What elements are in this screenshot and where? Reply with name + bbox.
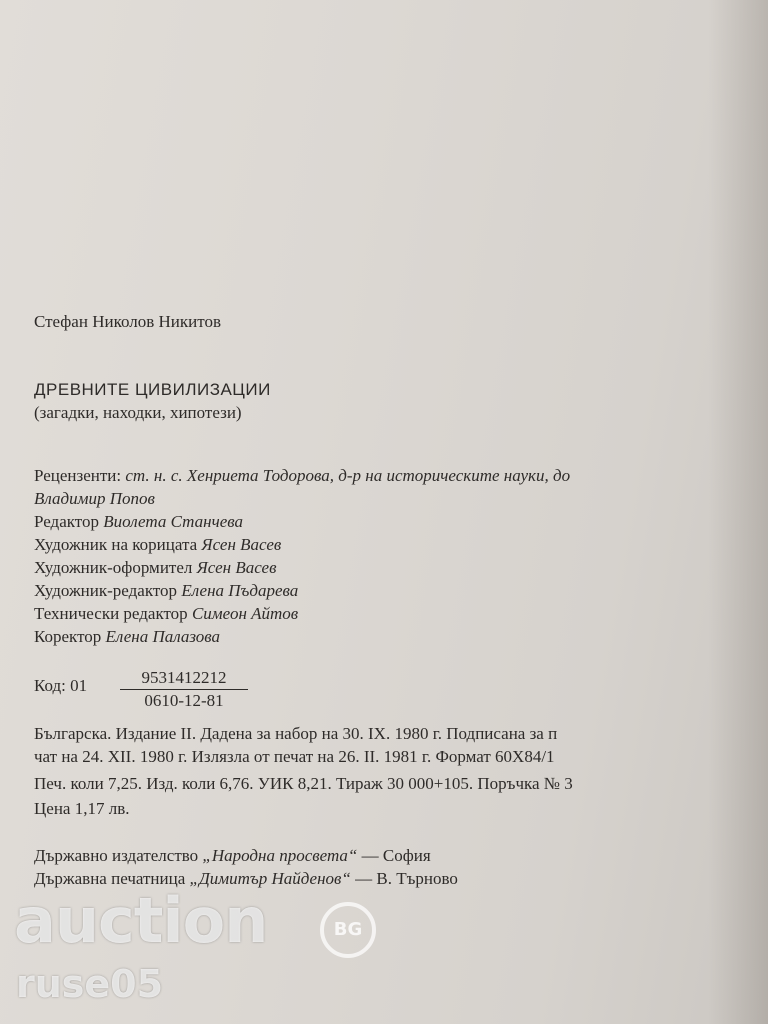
credit-role: Коректор xyxy=(34,627,102,646)
credit-role: Художник-редактор xyxy=(34,581,178,600)
publisher-city: — София xyxy=(361,846,431,865)
author-name: Стефан Николов Никитов xyxy=(34,312,221,331)
credit-person: Елена Пъдарева xyxy=(181,581,299,600)
reviewers-names-continued: Владимир Попов xyxy=(34,489,155,508)
watermark-badge-icon: BG xyxy=(320,902,376,958)
credit-role: Редактор xyxy=(34,512,99,531)
credit-proofreader xyxy=(34,627,220,647)
credit-person: Симеон Айтов xyxy=(191,604,299,623)
code-label: Код: 01 xyxy=(34,676,88,695)
code-denominator: 0610-12-81 xyxy=(144,691,224,710)
credit-person: Елена Палазова xyxy=(105,627,221,646)
watermark-user: ruse05 xyxy=(16,962,164,1006)
publisher-line xyxy=(34,846,431,866)
credit-role: Художник-оформител xyxy=(34,558,193,577)
credit-designer xyxy=(34,558,276,578)
publisher-name: „Народна просвета“ xyxy=(202,846,358,865)
page-edge-shadow xyxy=(708,0,768,1024)
code-numerator: 9531412212 xyxy=(141,668,227,687)
credit-art-editor xyxy=(34,581,298,601)
imprint-line: Българска. Издание II. Дадена за набор на 30. IX. 1980 г. Подписана за п xyxy=(34,724,558,743)
credit-role: Художник на корицата xyxy=(34,535,198,554)
price-line: Цена 1,17 лв. xyxy=(34,799,130,818)
imprint-line: чат на 24. XII. 1980 г. Излязла от печат на 26. II. 1981 г. Формат 60Х84/1 xyxy=(34,747,555,766)
reviewers-names: ст. н. с. Хенриета Тодорова, д-р на историческите науки, до xyxy=(125,466,571,485)
credit-editor xyxy=(34,512,243,532)
code-fraction xyxy=(120,668,248,711)
watermark-brand: auction xyxy=(14,884,268,957)
reviewers-label: Рецензенти: xyxy=(34,466,122,485)
credit-role: Технически редактор xyxy=(34,604,188,623)
printer-prefix: Държавна печатница xyxy=(34,869,186,888)
credit-person: Виолета Станчева xyxy=(103,512,244,531)
imprint-line: Печ. коли 7,25. Изд. коли 6,76. УИК 8,21. Тираж 30 000+105. Поръчка № 3 xyxy=(34,774,573,793)
credit-person: Ясен Васев xyxy=(196,558,277,577)
publisher-prefix: Държавно издателство xyxy=(34,846,199,865)
credit-cover-artist xyxy=(34,535,281,555)
printer-city: — В. Търново xyxy=(355,869,458,888)
fraction-bar xyxy=(120,689,248,690)
reviewers-line xyxy=(34,466,570,486)
book-title: ДРЕВНИТЕ ЦИВИЛИЗАЦИИ xyxy=(34,380,271,399)
credit-person: Ясен Васев xyxy=(201,535,282,554)
book-subtitle: (загадки, находки, хипотези) xyxy=(34,403,242,422)
credit-technical-editor xyxy=(34,604,298,624)
auction-watermark xyxy=(14,884,434,1014)
printer-name: „Димитър Найденов“ xyxy=(189,869,351,888)
